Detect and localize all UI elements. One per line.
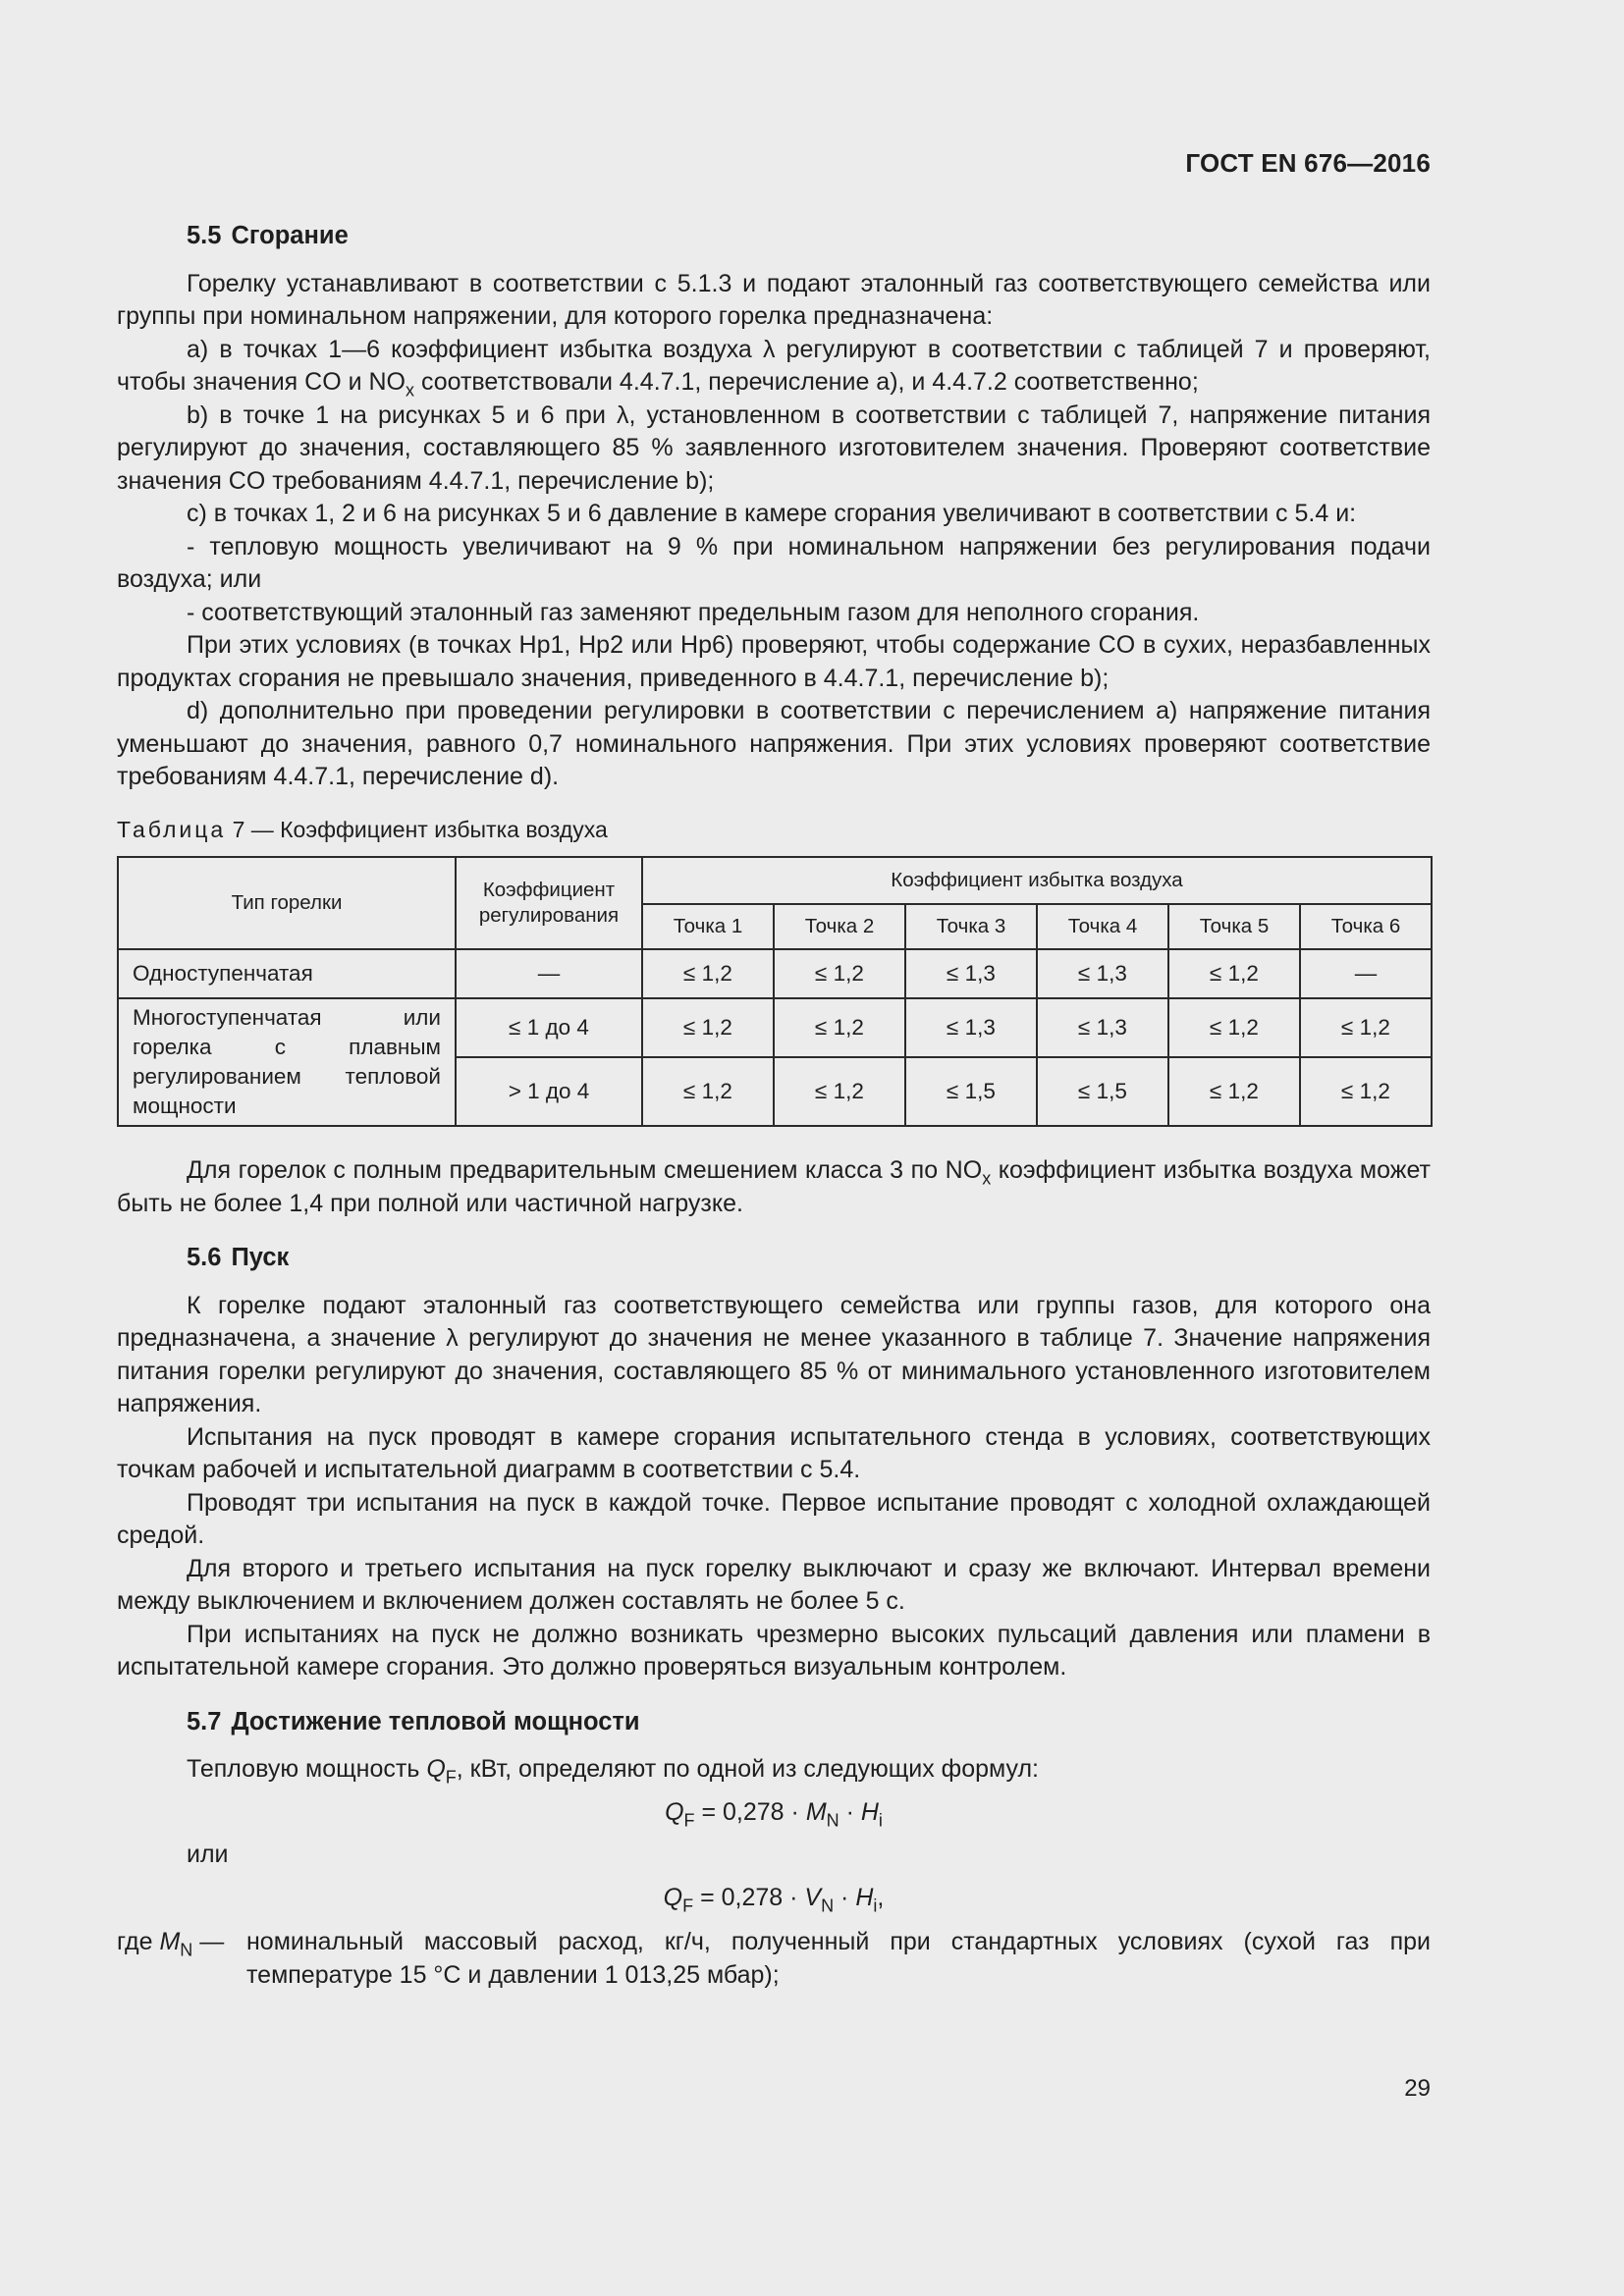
- list-item-d: d) дополнительно при проведении регулировки в соответствии с перечислением a) напряжение питания уменьшают до значения, равного 0,7 номинального напряжения. При этих условиях проверяют соответствие требованиям 4.4.7.1, перечисление d).: [117, 697, 1431, 790]
- header-point: Точка 2: [774, 904, 905, 949]
- dash-item: - тепловую мощность увеличивают на 9 % при номинальном напряжении без регулирования подачи воздуха; или: [117, 532, 1431, 593]
- header-point: Точка 5: [1168, 904, 1300, 949]
- header-point: Точка 3: [905, 904, 1037, 949]
- section-number: 5.6: [187, 1244, 222, 1271]
- cell-coef: —: [456, 949, 642, 998]
- excess-air-table: [117, 856, 1433, 1127]
- cell-coef: > 1 до 4: [456, 1057, 642, 1126]
- list-item-a: a) в точках 1—6 коэффициент избытка воздуха λ регулируют в соответствии с таблицей 7 и проверяют, чтобы значения CO и $NO_x$ соответствовали 4.4.7.1, перечисление a), и 4.4.7.2 соответственно;: [117, 335, 1431, 400]
- paragraph: Для второго и третьего испытания на пуск горелку выключают и сразу же включают. Интервал времени между выключением и включением должен составлять не более 5 с.: [117, 1554, 1431, 1615]
- cell-value: ≤ 1,2: [1168, 949, 1300, 998]
- cell-value: ≤ 1,2: [642, 998, 774, 1057]
- paragraph: Испытания на пуск проводят в камере сгорания испытательного стенда в условиях, соответствующих точкам рабочей и испытательной диаграмм в соответствии с 5.4.: [117, 1422, 1431, 1483]
- section-number: 5.7: [187, 1707, 222, 1735]
- table-row: [118, 998, 1432, 1057]
- header-excess-air-group: Коэффициент избытка воздуха: [642, 857, 1432, 904]
- cell-value: ≤ 1,2: [774, 998, 905, 1057]
- formula-volume: $Q_F = 0,278 \cdot V_N \cdot H_i$,: [663, 1883, 885, 1915]
- page-content: [117, 220, 1431, 1992]
- header-regulation-coefficient: Коэффициент регулирования: [456, 857, 642, 949]
- table-caption: [117, 814, 1431, 847]
- cell-value: ≤ 1,3: [905, 998, 1037, 1057]
- cell-value: ≤ 1,2: [774, 949, 905, 998]
- cell-value: ≤ 1,2: [642, 949, 774, 998]
- section-number: 5.5: [187, 222, 222, 249]
- where-text: номинальный массовый расход, кг/ч, полученный при стандартных условиях (сухой газ при температуре 15 °C и давлении 1 013,25 мбар);: [246, 1928, 1431, 1989]
- cell-value: ≤ 1,2: [1300, 1057, 1432, 1126]
- paragraph: Горелку устанавливают в соответствии с 5.1.3 и подают эталонный газ соответствующего семейства или группы при номинальном напряжении, для которого горелка предназначена:: [117, 269, 1431, 330]
- cell-coef: ≤ 1 до 4: [456, 998, 642, 1057]
- cell-value: ≤ 1,2: [774, 1057, 905, 1126]
- cell-type: Многоступенчатая или горелка с плавным регулированием тепловой мощности: [118, 998, 456, 1126]
- document-header: ГОСТ EN 676—2016: [1185, 148, 1431, 178]
- dash-item: - соответствующий эталонный газ заменяют предельным газом для неполного сгорания.: [187, 598, 1200, 626]
- cell-type: Одноступенчатая: [118, 949, 456, 998]
- paragraph: При испытаниях на пуск не должно возникать чрезмерно высоких пульсаций давления или пламени в испытательной камере сгорания. Это должно проверяться визуальным контролем.: [117, 1620, 1431, 1681]
- section-title: Пуск: [231, 1244, 290, 1271]
- cell-value: ≤ 1,2: [1300, 998, 1432, 1057]
- cell-value: ≤ 1,3: [1037, 949, 1168, 998]
- where-definition: [117, 1926, 1431, 1992]
- cell-value: ≤ 1,2: [642, 1057, 774, 1126]
- header-burner-type: Тип горелки: [118, 857, 456, 949]
- cell-value: ≤ 1,5: [905, 1057, 1037, 1126]
- table-caption-word: Таблица: [117, 816, 227, 842]
- section-5-5-heading: [117, 220, 1431, 253]
- list-item-b: b) в точке 1 на рисунках 5 и 6 при λ, установленном в соответствии с таблицей 7, напряжение питания регулируют до значения, составляющего 85 % заявленного изготовителем значения. Проверяют соответствие значения CO требованиям 4.4.7.1, перечисление b);: [117, 400, 1431, 495]
- cell-value: ≤ 1,2: [1168, 998, 1300, 1057]
- header-point: Точка 4: [1037, 904, 1168, 949]
- paragraph: При этих условиях (в точках Hp1, Hp2 или Hp6) проверяют, чтобы содержание CO в сухих, неразбавленных продуктах сгорания не превышало значения, приведенного в 4.4.7.1, перечисление b);: [117, 631, 1431, 692]
- cell-value: ≤ 1,5: [1037, 1057, 1168, 1126]
- section-5-7-heading: [117, 1706, 1431, 1739]
- table-caption-text: 7 — Коэффициент избытка воздуха: [232, 816, 608, 842]
- page-number: 29: [1404, 2075, 1431, 2102]
- cell-value: ≤ 1,2: [1168, 1057, 1300, 1126]
- cell-value: ≤ 1,3: [905, 949, 1037, 998]
- paragraph: Тепловую мощность $Q_F$, кВт, определяют по одной из следующих формул:: [187, 1755, 1040, 1788]
- paragraph: К горелке подают эталонный газ соответствующего семейства или группы газов, для которого она предназначена, а значение λ регулируют до значения не менее указанного в таблице 7. Значение напряжения питания горелки регулируют до значения, составляющего 85 % от минимального установленного изготовителем напряжения.: [117, 1291, 1431, 1417]
- table-row: [118, 949, 1432, 998]
- section-title: Сгорание: [231, 222, 349, 249]
- section-title: Достижение тепловой мощности: [231, 1707, 640, 1735]
- premix-note: Для горелок с полным предварительным смешением класса 3 по $NO_x$ коэффициент избытка воздуха может быть не более 1,4 при полной или частичной нагрузке.: [117, 1156, 1431, 1217]
- cell-value: ≤ 1,3: [1037, 998, 1168, 1057]
- header-point: Точка 1: [642, 904, 774, 949]
- cell-value: —: [1300, 949, 1432, 998]
- list-item-c: c) в точках 1, 2 и 6 на рисунках 5 и 6 давление в камере сгорания увеличивают в соответствии с 5.4 и:: [187, 500, 1357, 527]
- section-5-6-heading: [117, 1242, 1431, 1275]
- paragraph: Проводят три испытания на пуск в каждой точке. Первое испытание проводят с холодной охлаждающей средой.: [117, 1488, 1431, 1549]
- formula-mass: $Q_F = 0,278 \cdot M_N \cdot H_i$: [665, 1797, 883, 1830]
- or-text: или: [187, 1841, 229, 1868]
- where-label: где $M_N$ —: [117, 1928, 225, 1960]
- header-point: Точка 6: [1300, 904, 1432, 949]
